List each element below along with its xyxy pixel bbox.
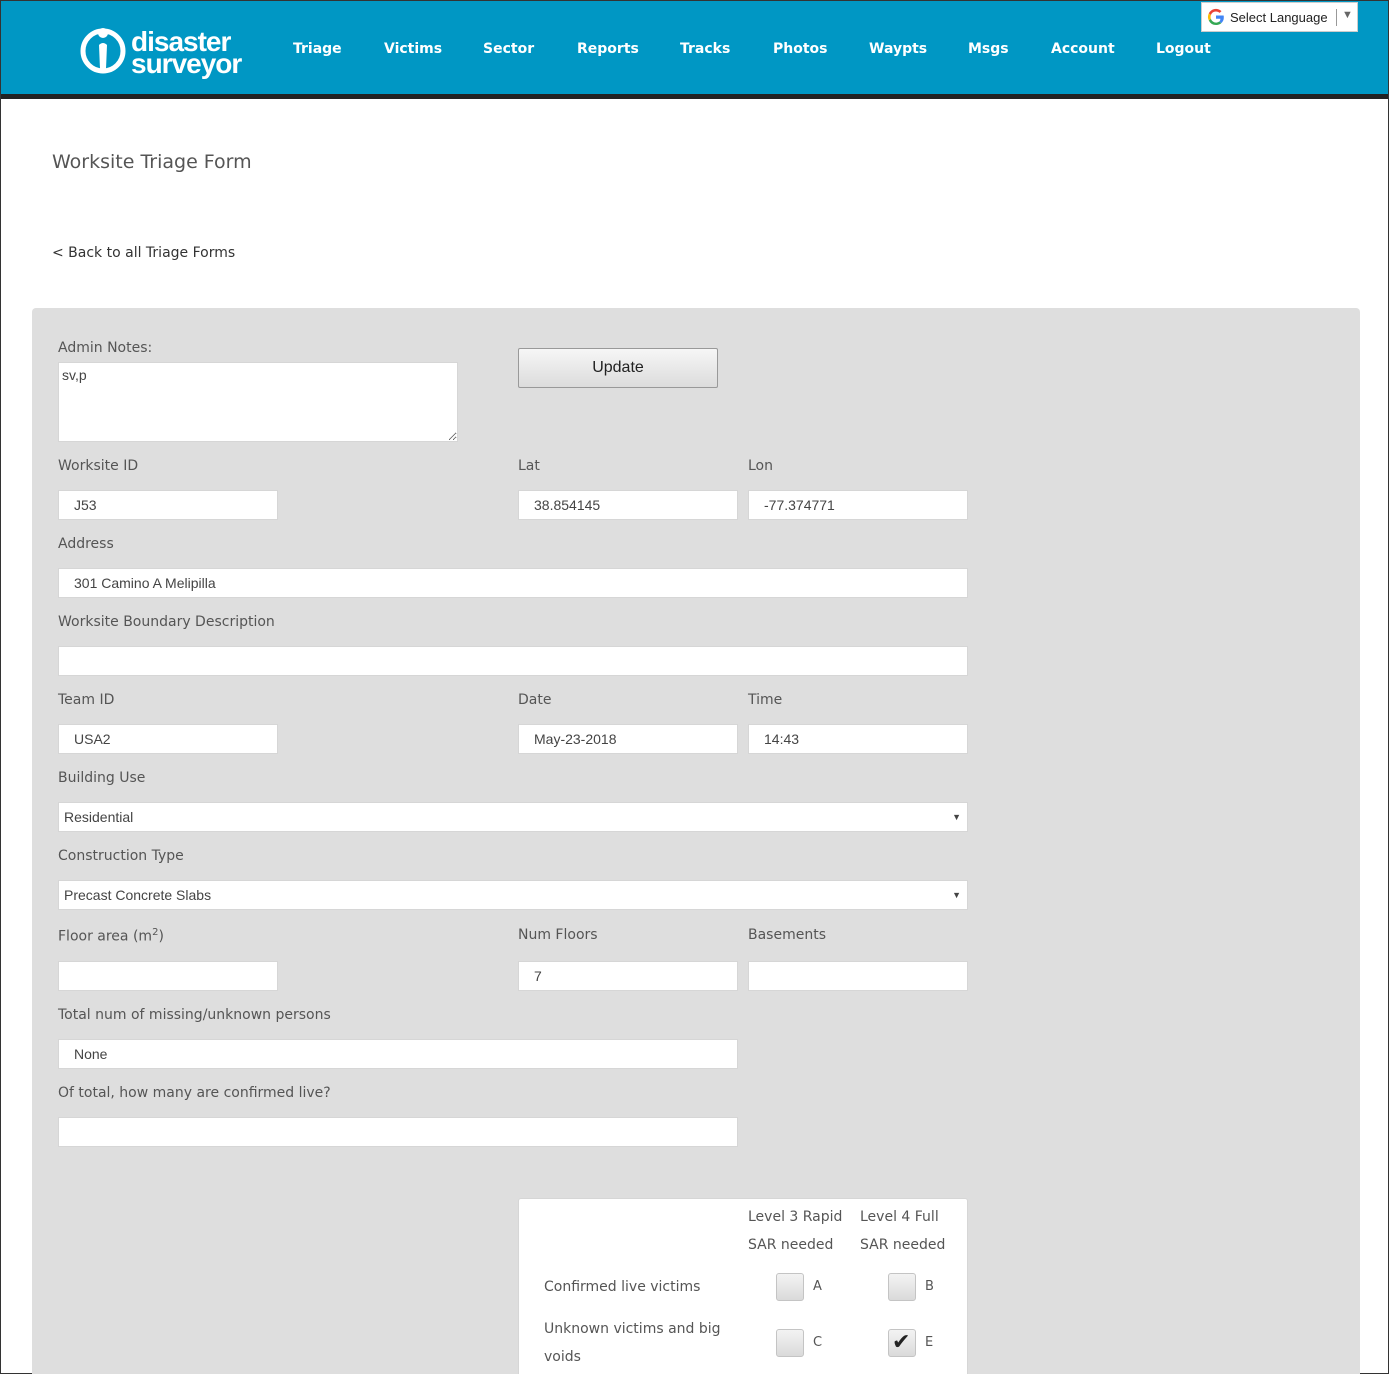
nav-photos[interactable]: Photos xyxy=(773,41,828,57)
language-label: Select Language xyxy=(1230,10,1328,25)
basements-input[interactable] xyxy=(748,961,968,991)
lat-input[interactable] xyxy=(518,490,738,520)
top-header xyxy=(1,1,1388,99)
time-label: Time xyxy=(748,692,783,708)
nav-sector[interactable]: Sector xyxy=(483,41,535,57)
building-use-label: Building Use xyxy=(58,770,146,786)
basements-label: Basements xyxy=(748,927,826,943)
nav-triage[interactable]: Triage xyxy=(293,41,342,57)
checkbox-c[interactable] xyxy=(776,1329,804,1357)
floor-area-input[interactable] xyxy=(58,961,278,991)
disaster-surveyor-logo[interactable] xyxy=(79,23,259,79)
time-input[interactable] xyxy=(748,724,968,754)
logo-icon xyxy=(79,25,127,75)
nav-victims[interactable]: Victims xyxy=(384,41,443,57)
address-label: Address xyxy=(58,536,114,552)
page-title: Worksite Triage Form xyxy=(52,151,252,173)
nav-reports[interactable]: Reports xyxy=(577,41,639,57)
confirmed-live-input[interactable] xyxy=(58,1117,738,1147)
logo-wordmark xyxy=(131,26,242,79)
lon-input[interactable] xyxy=(748,490,968,520)
col-level4-header-line1: Level 4 Full xyxy=(860,1209,939,1225)
language-selector[interactable] xyxy=(1201,2,1358,32)
col-level3-header-line2: SAR needed xyxy=(748,1237,834,1253)
row-unknown-victims-label-line1: Unknown victims and big xyxy=(544,1321,721,1337)
checkbox-e-letter: E xyxy=(925,1335,934,1350)
team-id-label: Team ID xyxy=(58,692,115,708)
date-input[interactable] xyxy=(518,724,738,754)
logo-line-1: disaster xyxy=(131,26,231,57)
checkbox-e[interactable] xyxy=(888,1329,916,1357)
boundary-description-label: Worksite Boundary Description xyxy=(58,614,275,630)
construction-type-selected: Precast Concrete Slabs xyxy=(64,887,212,903)
building-use-selected: Residential xyxy=(64,809,134,825)
floor-area-label-close: ) xyxy=(158,928,164,945)
floor-area-superscript: 2 xyxy=(152,927,159,938)
lat-label: Lat xyxy=(518,458,540,474)
nav-tracks[interactable]: Tracks xyxy=(680,41,731,57)
logo-line-2: surveyor xyxy=(131,48,242,79)
team-id-input[interactable] xyxy=(58,724,278,754)
floor-area-label-text: Floor area (m xyxy=(58,928,153,945)
address-input[interactable] xyxy=(58,568,968,598)
admin-notes-textarea[interactable] xyxy=(58,362,458,442)
nav-account[interactable]: Account xyxy=(1051,41,1115,57)
construction-type-select[interactable] xyxy=(58,880,968,910)
num-floors-label: Num Floors xyxy=(518,927,598,943)
num-floors-input[interactable] xyxy=(518,961,738,991)
col-level4-header-line2: SAR needed xyxy=(860,1237,946,1253)
nav-msgs[interactable]: Msgs xyxy=(968,41,1009,57)
building-use-select[interactable] xyxy=(58,802,968,832)
checkbox-c-letter: C xyxy=(813,1335,823,1350)
construction-type-label: Construction Type xyxy=(58,848,184,864)
row-confirmed-live-label: Confirmed live victims xyxy=(544,1279,701,1295)
admin-notes-label: Admin Notes: xyxy=(58,340,153,356)
boundary-description-input[interactable] xyxy=(58,646,968,676)
missing-persons-label: Total num of missing/unknown persons xyxy=(58,1007,331,1023)
missing-persons-input[interactable] xyxy=(58,1039,738,1069)
date-label: Date xyxy=(518,692,552,708)
select-caret-icon: ▼ xyxy=(952,812,961,822)
checkbox-b-letter: B xyxy=(925,1279,934,1294)
confirmed-live-label: Of total, how many are confirmed live? xyxy=(58,1085,331,1101)
nav-logout[interactable]: Logout xyxy=(1156,41,1211,57)
lon-label: Lon xyxy=(748,458,773,474)
nav-waypts[interactable]: Waypts xyxy=(869,41,928,57)
update-button[interactable]: Update xyxy=(518,348,718,388)
dropdown-arrow-icon: ▼ xyxy=(1342,9,1353,21)
google-g-icon xyxy=(1207,8,1225,26)
checkmark-icon: ✔ xyxy=(892,1330,911,1355)
language-divider xyxy=(1336,9,1337,26)
checkbox-a-letter: A xyxy=(813,1279,822,1294)
worksite-id-input[interactable] xyxy=(58,490,278,520)
checkbox-b[interactable] xyxy=(888,1273,916,1301)
worksite-id-label: Worksite ID xyxy=(58,458,139,474)
select-caret-icon: ▼ xyxy=(952,890,961,900)
col-level3-header-line1: Level 3 Rapid xyxy=(748,1209,843,1225)
checkbox-a[interactable] xyxy=(776,1273,804,1301)
sar-level-table xyxy=(518,1198,968,1374)
floor-area-label xyxy=(58,927,164,945)
back-to-triage-forms-link[interactable]: < Back to all Triage Forms xyxy=(52,245,236,261)
row-unknown-victims-label-line2: voids xyxy=(544,1349,581,1365)
